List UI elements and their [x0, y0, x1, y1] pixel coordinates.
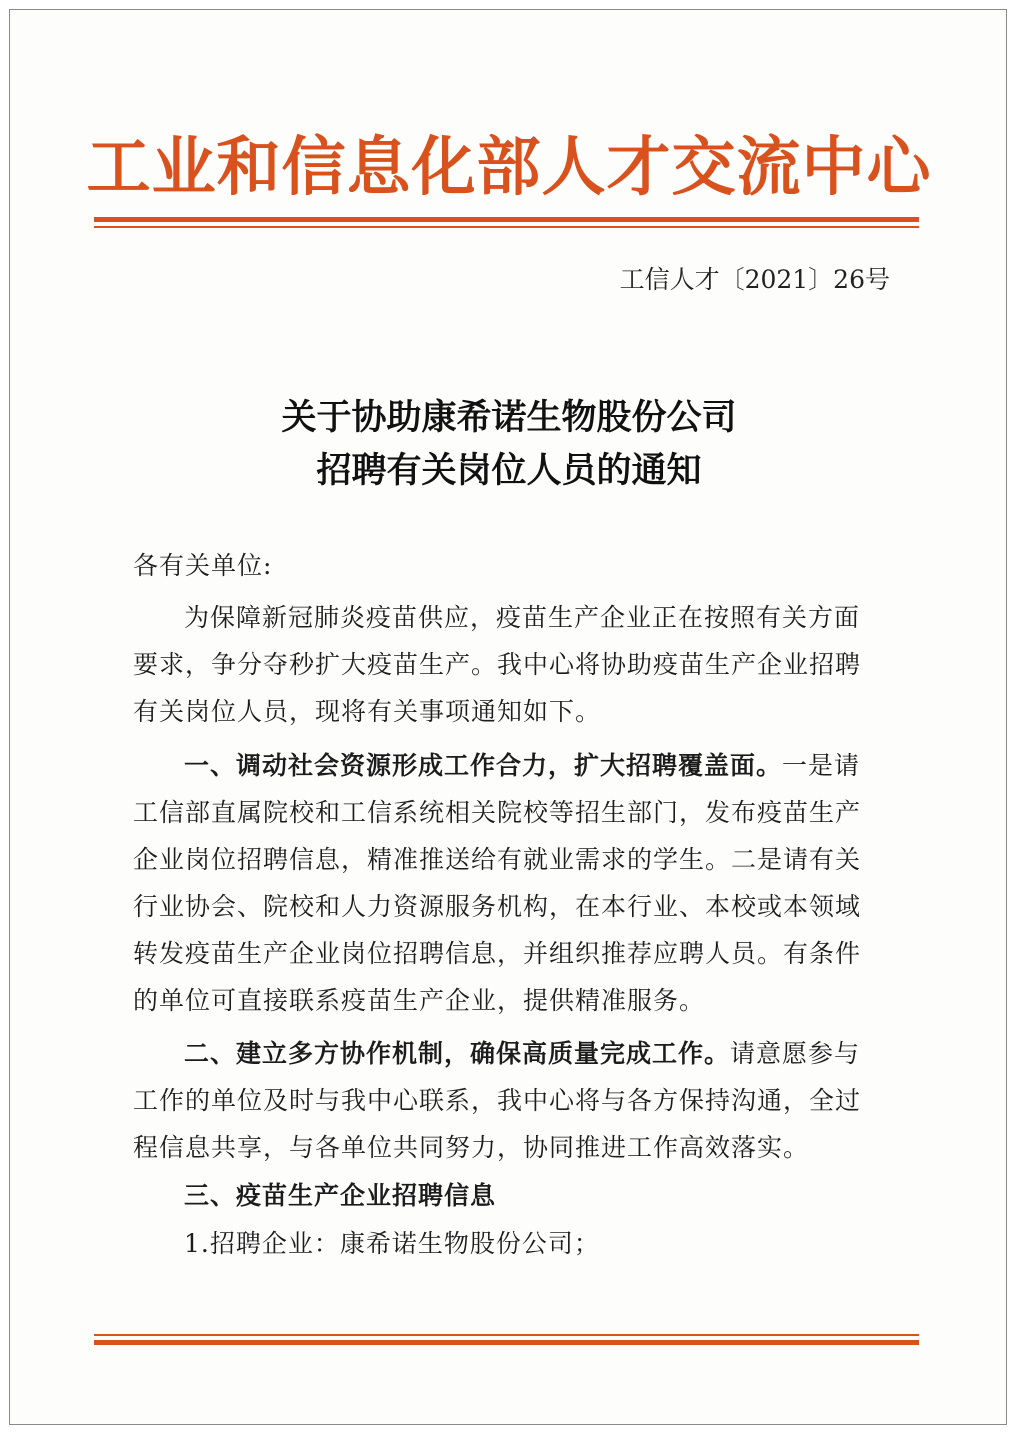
section2-heading: 二、建立多方协作机制，确保高质量完成工作。: [184, 1039, 731, 1068]
section2-line: 程信息共享，与各单位共同努力，协同推进工作高效落实。: [133, 1133, 810, 1162]
section1-line: 行业协会、院校和人力资源服务机构，在本行业、本校或本领域: [133, 892, 862, 921]
header-rule-thick: [94, 217, 919, 222]
document-number: 工信人才〔2021〕26号: [619, 265, 890, 294]
section1-first-line-rest: 一是请: [782, 751, 861, 780]
org-name-header: 工业和信息化部人才交流中心: [86, 130, 932, 205]
title-line-1: 关于协助康希诺生物股份公司: [281, 397, 737, 438]
header-rule-thin: [94, 226, 919, 228]
footer-rule-thick: [94, 1340, 919, 1345]
footer-rule-thin: [94, 1334, 919, 1336]
intro-line: 有关岗位人员，现将有关事项通知如下。: [133, 697, 602, 726]
section2-line: 工作的单位及时与我中心联系，我中心将与各方保持沟通，全过: [133, 1086, 862, 1115]
title-line-2: 招聘有关岗位人员的通知: [316, 450, 702, 491]
section2-first-line-rest: 请意愿参与: [730, 1039, 861, 1068]
section3-heading: 三、疫苗生产企业招聘信息: [184, 1181, 497, 1210]
section1-heading: 一、调动社会资源形成工作合力，扩大招聘覆盖面。: [184, 751, 783, 780]
section1-line: 企业岗位招聘信息，精准推送给有就业需求的学生。二是请有关: [133, 845, 862, 874]
salutation: 各有关单位:: [133, 551, 273, 580]
section3-item-1: 1.招聘企业：康希诺生物股份公司；: [184, 1229, 600, 1258]
section1-line: 工信部直属院校和工信系统相关院校等招生部门，发布疫苗生产: [133, 798, 862, 827]
section1-line: 转发疫苗生产企业岗位招聘信息，并组织推荐应聘人员。有条件: [133, 939, 862, 968]
section1-first-line: [184, 742, 860, 789]
section1-line: 的单位可直接联系疫苗生产企业，提供精准服务。: [133, 986, 706, 1015]
intro-line: 为保障新冠肺炎疫苗供应，疫苗生产企业正在按照有关方面: [184, 603, 861, 632]
section2-first-line: [184, 1030, 860, 1077]
intro-line: 要求，争分夺秒扩大疫苗生产。我中心将协助疫苗生产企业招聘: [133, 650, 862, 679]
